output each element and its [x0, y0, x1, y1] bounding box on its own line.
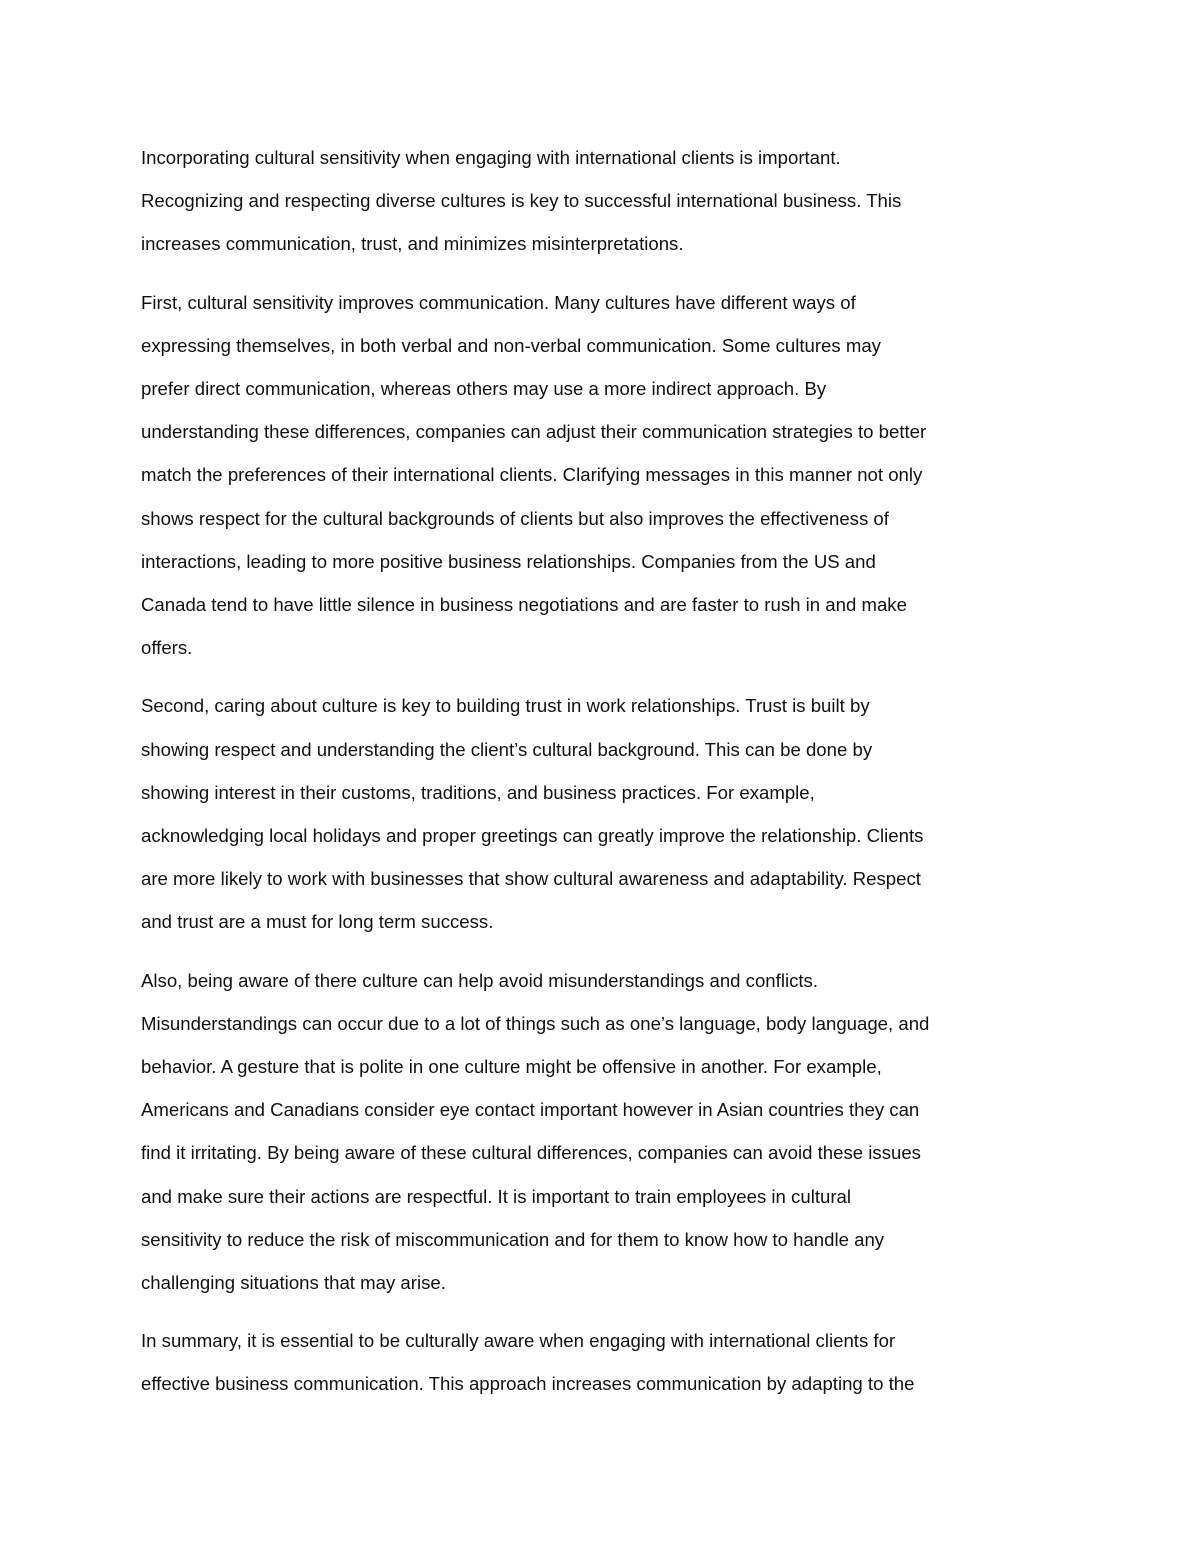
text-line: effective business communication. This approach increases communication by adapting to the — [141, 1373, 915, 1395]
text-line: Also, being aware of there culture can help avoid misunderstandings and conflicts. — [141, 969, 819, 991]
text-line: Misunderstandings can occur due to a lot of things such as one’s language, body language, and — [141, 1012, 930, 1034]
text-line: Incorporating cultural sensitivity when engaging with international clients is important. — [141, 147, 841, 168]
text-line: Second, caring about culture is key to building trust in work relationships. Trust is built by — [141, 695, 870, 717]
paragraph-communication — [141, 281, 1071, 670]
text-line: challenging situations that may arise. — [141, 1272, 446, 1294]
text-line: interactions, leading to more positive business relationships. Companies from the US and — [141, 550, 876, 572]
text-line: First, cultural sensitivity improves communication. Many cultures have different ways of — [141, 291, 856, 313]
document-body — [141, 136, 1071, 1421]
text-line: are more likely to work with businesses that show cultural awareness and adaptability. Respect — [141, 868, 921, 890]
text-line: Canada tend to have little silence in business negotiations and are faster to rush in and make — [141, 594, 907, 616]
text-line: expressing themselves, in both verbal and non-verbal communication. Some cultures may — [141, 334, 881, 356]
paragraph-intro — [141, 136, 1071, 266]
text-line: showing respect and understanding the client’s cultural background. This can be done by — [141, 738, 873, 760]
text-line: Americans and Canadians consider eye contact important however in Asian countries they can — [141, 1099, 920, 1121]
text-line: Recognizing and respecting diverse cultures is key to successful international business. This — [141, 190, 902, 212]
text-line: offers. — [141, 637, 193, 659]
paragraph-trust — [141, 684, 1071, 943]
paragraph-misunderstandings — [141, 959, 1071, 1305]
text-line: find it irritating. By being aware of these cultural differences, companies can avoid these issues — [141, 1142, 921, 1164]
paragraph-summary — [141, 1319, 1071, 1405]
text-line: shows respect for the cultural backgrounds of clients but also improves the effectiveness of — [141, 507, 889, 529]
text-line: and trust are a must for long term success. — [141, 911, 494, 933]
text-line: showing interest in their customs, traditions, and business practices. For example, — [141, 781, 815, 803]
text-line: sensitivity to reduce the risk of miscommunication and for them to know how to handle any — [141, 1228, 885, 1250]
text-line: understanding these differences, companies can adjust their communication strategies to better — [141, 421, 927, 443]
text-line: behavior. A gesture that is polite in one culture might be offensive in another. For example, — [141, 1056, 882, 1078]
text-line: prefer direct communication, whereas others may use a more indirect approach. By — [141, 378, 827, 400]
text-line: In summary, it is essential to be culturally aware when engaging with international clients for — [141, 1330, 896, 1352]
text-line: increases communication, trust, and minimizes misinterpretations. — [141, 233, 684, 255]
text-line: acknowledging local holidays and proper greetings can greatly improve the relationship. Clients — [141, 825, 924, 847]
text-line: and make sure their actions are respectful. It is important to train employees in cultural — [141, 1185, 851, 1207]
text-line: match the preferences of their international clients. Clarifying messages in this manner not only — [141, 464, 923, 486]
